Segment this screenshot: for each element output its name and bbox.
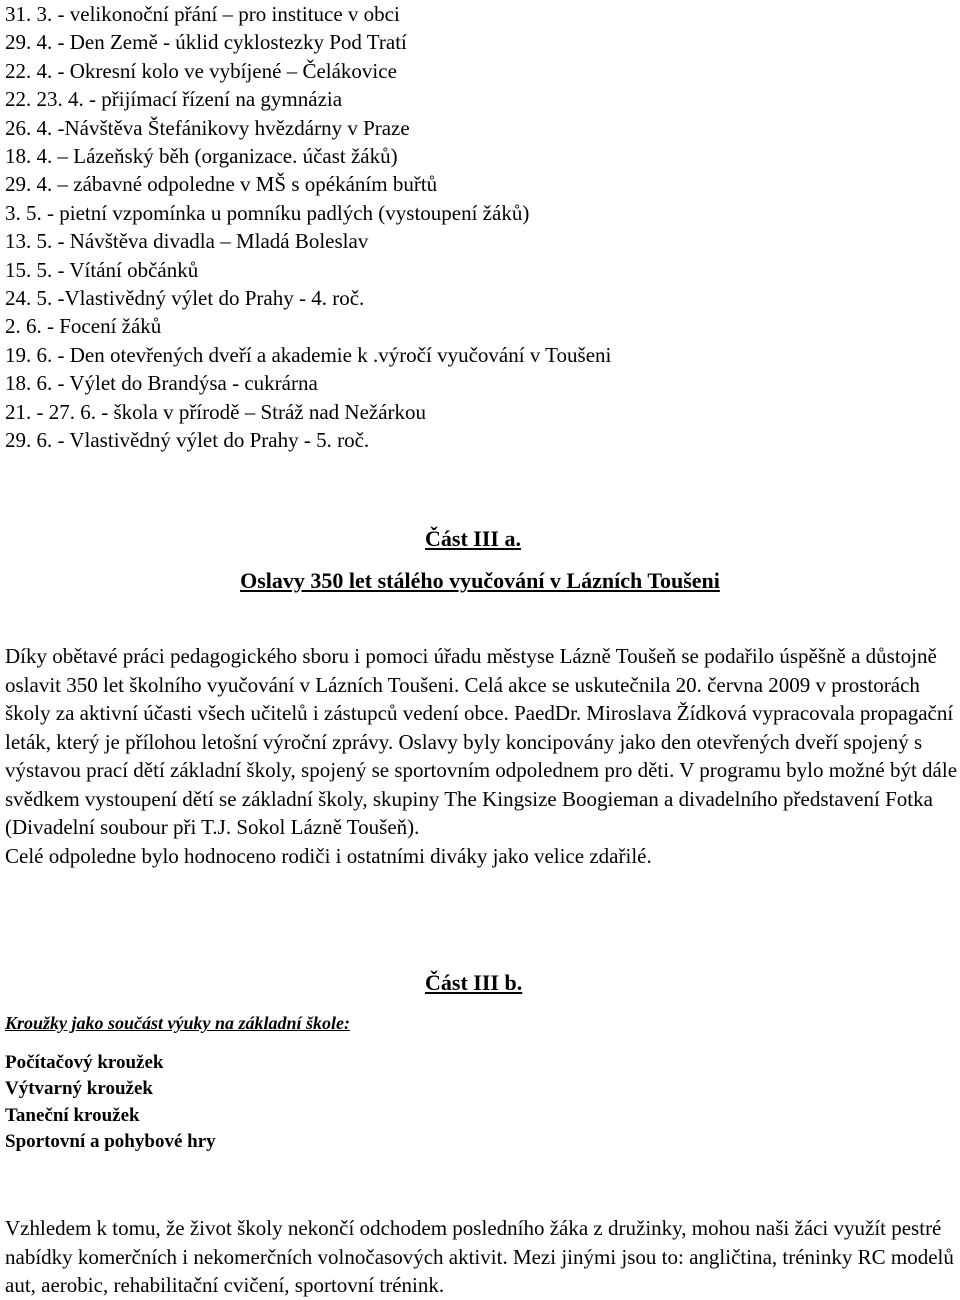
club-item: Taneční kroužek xyxy=(5,1104,140,1126)
celebration-body xyxy=(5,642,957,870)
event-item: 29. 4. – zábavné odpoledne v MŠ s opékáním buřtů xyxy=(5,172,438,197)
section-b-heading: Část III b. xyxy=(425,970,523,995)
event-item: 2. 6. - Focení žáků xyxy=(5,314,162,339)
event-item: 15. 5. - Vítání občánků xyxy=(5,257,199,282)
club-item: Počítačový kroužek xyxy=(5,1052,164,1073)
event-item: 24. 5. -Vlastivědný výlet do Prahy - 4. roč. xyxy=(5,286,365,311)
event-item: 29. 6. - Vlastivědný výlet do Prahy - 5. roč. xyxy=(5,428,370,453)
event-item: 22. 23. 4. - přijímací řízení na gymnázia xyxy=(5,87,343,112)
celebration-summary: Celé odpoledne bylo hodnoceno rodiči i ostatními diváky jako velice zdařilé. xyxy=(5,843,652,868)
celebration-title: Oslavy 350 let stálého vyučování v Lázních Toušeni xyxy=(240,568,720,593)
events-list xyxy=(5,0,945,455)
clubs-heading: Kroužky jako součást výuky na základní škole: xyxy=(5,1013,351,1033)
event-item: 18. 4. – Lázeňský běh (organizace. účast žáků) xyxy=(5,144,398,169)
event-item: 13. 5. - Návštěva divadla – Mladá Boleslav xyxy=(5,229,369,254)
club-item: Výtvarný kroužek xyxy=(5,1078,153,1100)
event-item: 18. 6. - Výlet do Brandýsa - cukrárna xyxy=(5,371,318,396)
event-item: 31. 3. - velikonoční přání – pro instituce v obci xyxy=(5,2,400,26)
clubs-list xyxy=(5,1050,216,1155)
event-item: 29. 4. - Den Země - úklid cyklostezky Pod Tratí xyxy=(5,30,407,55)
event-item: 19. 6. - Den otevřených dveří a akademie k .výročí vyučování v Toušeni xyxy=(5,342,612,367)
event-item: 26. 4. -Návštěva Štefánikovy hvězdárny v Praze xyxy=(5,115,410,140)
closing-paragraph: Vzhledem k tomu, že život školy nekončí odchodem posledního žáka z družinky, mohou naši žáci využít pestré nabídky komerčních i nekomerčních volnočasových aktivit. Mezi jinými jsou to: angličtina, tréninky RC modelů aut, aerobic, rehabilitační cvičení, sportovní trénink. xyxy=(5,1216,954,1297)
section-a-heading: Část III a. xyxy=(425,526,521,551)
event-item: 3. 5. - pietní vzpomínka u pomníku padlých (vystoupení žáků) xyxy=(5,200,530,225)
celebration-paragraph: Díky obětavé práci pedagogického sboru i pomoci úřadu městyse Lázně Toušeň se podařilo úspěšně a důstojně oslavit 350 let školního vyučování v Lázních Toušeni. Celá akce se uskutečnila 20. června 2009 v prostorách školy za aktivní účasti všech učitelů i zástupců vedení obce. PaedDr. Miroslava Žídková vypracovala propagační leták, který je přílohou letošní výroční zprávy. Oslavy byly koncipovány jako den otevřených dveří spojený s výstavou prací dětí základní školy, spojený se sportovním odpolednem pro děti. V programu bylo možné být dále svědkem vystoupení dětí se základní školy, skupiny The Kingsize Boogieman a divadelního představení Fotka (Divadelní soubour při T.J. Sokol Lázně Toušeň). xyxy=(5,644,958,839)
club-item: Sportovní a pohybové hry xyxy=(5,1130,216,1152)
event-item: 22. 4. - Okresní kolo ve vybíjené – Čelákovice xyxy=(5,58,397,83)
event-item: 21. - 27. 6. - škola v přírodě – Stráž nad Nežárkou xyxy=(5,399,427,424)
